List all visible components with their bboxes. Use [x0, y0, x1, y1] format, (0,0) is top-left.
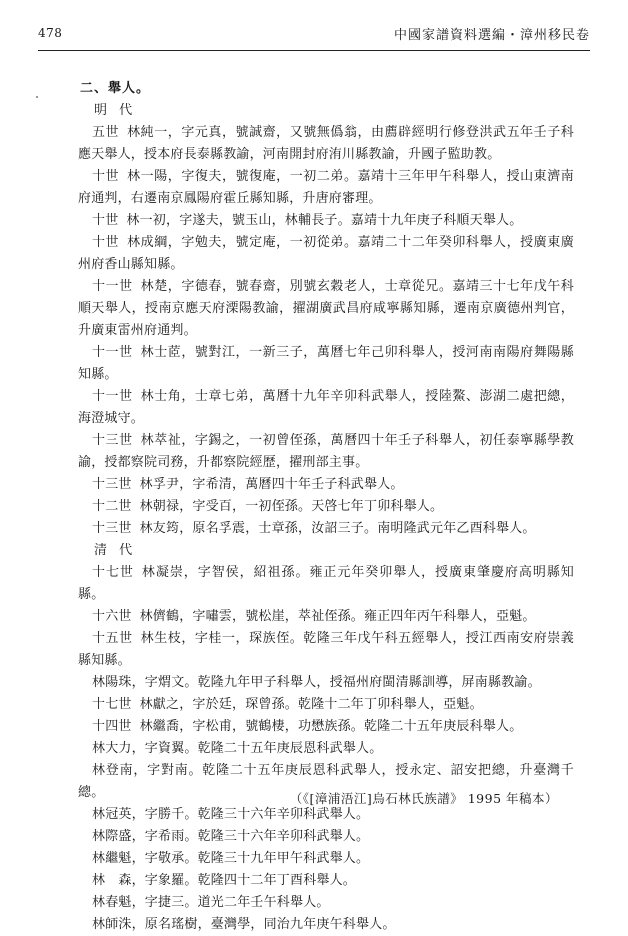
entry-text: 林繼喬，字松甫，號鶴棲，功懋族孫。乾隆二十五年庚辰科舉人。 — [139, 719, 523, 734]
entry — [78, 430, 574, 474]
entry — [78, 276, 574, 342]
entry-generation: 十三世 — [92, 433, 133, 448]
header-rule — [38, 50, 590, 51]
entry-text: 林友筠，原名孚震，士章孫，汝詔三子。南明隆武元年乙酉科舉人。 — [139, 521, 536, 536]
dynasty-ming: 明 代 — [94, 103, 137, 118]
entry-text: 林登南，字對南。乾隆二十五年庚辰恩科武舉人，授永定、詔安把總，升臺灣千總。 — [78, 763, 574, 800]
entry-generation: 十世 — [92, 235, 120, 250]
entry — [78, 606, 574, 628]
entry-text: 林楚，字德春，號春齋，別號玄穀老人，士章從兄。嘉靖三十七年戊午科順天舉人，授南京應天府溧陽教諭，擢湖廣武昌府咸寧縣知縣，遷南京廣德州判官，升廣東雷州府通判。 — [78, 279, 574, 338]
running-title: 中國家譜資料選編・漳州移民卷 — [393, 28, 590, 43]
entry — [78, 122, 574, 166]
entry — [78, 628, 574, 672]
entry-text: 林凝崇，字智侯，紹祖孫。雍正元年癸卯舉人，授廣東肇慶府高明縣知縣。 — [78, 565, 574, 602]
entry-generation: 十一世 — [92, 279, 133, 294]
entry-generation: 十五世 — [92, 631, 133, 646]
entry-text: 林儕鶴，字嘯雲，號松崖，萃祉侄孫。雍正四年丙午科舉人，亞魁。 — [139, 609, 536, 624]
entry-generation: 十一世 — [92, 389, 133, 404]
entry-generation: 五世 — [92, 125, 120, 140]
entry — [78, 474, 574, 496]
entry-text: 林繼魁，字敬承。乾隆三十九年甲午科武舉人。 — [92, 851, 370, 866]
entry-text: 林萃祉，字錫之，一初曾侄孫，萬曆四十年壬子科舉人，初任泰寧縣學教諭，授都察院司務，升都察院經歷，擢刑部主事。 — [78, 433, 574, 470]
entry-generation: 十二世 — [92, 499, 132, 514]
entry — [78, 562, 574, 606]
entry-generation: 十七世 — [92, 565, 134, 580]
entry — [78, 342, 574, 386]
entry-generation: 十世 — [92, 169, 120, 184]
entry — [78, 496, 574, 518]
entry-text: 林春魁，字捷三。道光二年壬午科舉人。 — [92, 895, 330, 910]
section-title: 二、舉人。 — [80, 81, 151, 96]
entry — [78, 892, 574, 914]
main-text — [78, 78, 574, 936]
scan-speck — [36, 96, 38, 98]
entry — [78, 738, 574, 760]
entry-text: 林冠英，字勝千。乾隆三十六年辛卯科武舉人。 — [92, 807, 370, 822]
entry-generation: 十三世 — [92, 521, 132, 536]
page-header — [38, 20, 590, 46]
entry — [78, 232, 574, 276]
entry-text: 林師洙，原名瑤樹，臺灣學，同治九年庚午科舉人。 — [92, 917, 396, 932]
entry-text: 林士角，士章七弟，萬曆十九年辛卯科武舉人，授陸鰲、澎湖二處把總，海澄城守。 — [78, 389, 574, 426]
page-number: 478 — [38, 26, 63, 40]
entry-text: 林孚尹，字希清，萬曆四十年壬子科武舉人。 — [139, 477, 404, 492]
entry-text: 林生枝，字桂一，琛族侄。乾隆三年戊午科五經舉人，授江西南安府崇義縣知縣。 — [78, 631, 574, 668]
entry — [78, 518, 574, 540]
entry-text: 林一陽，字復夫，號復庵，一初二弟。嘉靖十三年甲午科舉人，授山東濟南府通判，右遷南京鳳陽府霍丘縣知縣，升唐府審理。 — [78, 169, 574, 206]
entry — [78, 826, 574, 848]
entry — [78, 914, 574, 936]
entry — [78, 716, 574, 738]
dynasty-qing: 清 代 — [94, 543, 137, 558]
entry — [78, 166, 574, 210]
entry-text: 林陽珠，字煟文。乾隆九年甲子科舉人，授福州府閩清縣訓導，屏南縣教諭。 — [92, 675, 541, 690]
entry-generation: 十七世 — [92, 697, 132, 712]
entry — [78, 386, 574, 430]
entry-generation: 十四世 — [92, 719, 132, 734]
entry-text: 林際盛，字希雨。乾隆三十六年辛卯科武舉人。 — [92, 829, 370, 844]
entry — [78, 672, 574, 694]
entry-generation: 十三世 — [92, 477, 132, 492]
source-citation: （《[漳浦浯江]烏石林氏族譜》 1995 年稿本） — [289, 791, 558, 806]
entry — [78, 804, 574, 826]
entry — [78, 694, 574, 716]
entry-text: 林成綱，字勉夫，號定庵，一初從弟。嘉靖二十二年癸卯科舉人，授廣東廣州府香山縣知縣。 — [78, 235, 574, 272]
entry — [78, 848, 574, 870]
entry-text: 林 森，字象羅。乾隆四十二年丁酉科舉人。 — [92, 873, 357, 888]
entry-text: 林純一，字元真，號誠齋，又號無僞翁，由薦辟經明行修登洪武五年壬子科應天舉人，授本府長泰縣教諭，河南開封府洧川縣教諭，升國子監助教。 — [78, 125, 574, 162]
entry-text: 林士茝，號對江，一新三子，萬曆七年己卯科舉人，授河南南陽府舞陽縣知縣。 — [78, 345, 574, 382]
entry-generation: 十世 — [92, 213, 119, 228]
entry-text: 林朝禄，字受百，一初侄孫。天啓七年丁卯科舉人。 — [139, 499, 444, 514]
entry-generation: 十一世 — [92, 345, 133, 360]
entry-text: 林獻之，字於廷，琛曾孫。乾隆十二年丁卯科舉人，亞魁。 — [139, 697, 483, 712]
entry-text: 林大力，字資翼。乾隆二十五年庚辰恩科武舉人。 — [92, 741, 383, 756]
entry — [78, 870, 574, 892]
entry-generation: 十六世 — [92, 609, 132, 624]
entry-text: 林一初，字遂夫，號玉山，林輔長子。嘉靖十九年庚子科順天舉人。 — [126, 213, 523, 228]
entry — [78, 210, 574, 232]
